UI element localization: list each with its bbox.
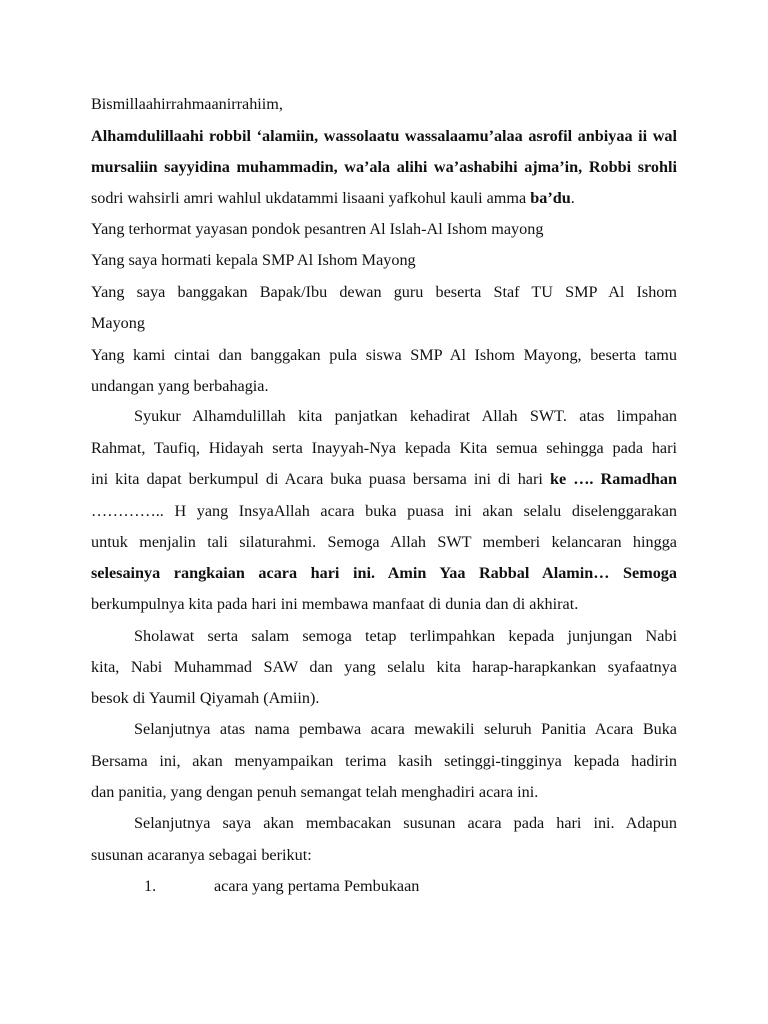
greeting-students-line-1: Yang kami cintai dan banggakan pula siswa SMP Al Ishom Mayong, beserta tamu (91, 346, 677, 364)
paragraph-gratitude-line-7: berkumpulnya kita pada hari ini membawa manfaat di dunia dan di akhirat. (91, 595, 579, 613)
paragraph-gratitude-line-2: Rahmat, Taufiq, Hidayah serta Inayyah-Nya kepada Kita semua sehingga pada hari (91, 439, 677, 457)
arabic-opening-line-3 (91, 188, 677, 208)
paragraph-gratitude-line-3 (91, 469, 677, 489)
greeting-teachers-line-2: Mayong (91, 314, 145, 332)
paragraph-sholawat-line-1: Sholawat serta salam semoga tetap terlimpahkan kepada junjungan Nabi (134, 627, 677, 645)
arabic-opening-robbi: Robbi srohli (582, 158, 677, 176)
greeting-teachers-line-1: Yang saya banggakan Bapak/Ibu dewan guru beserta Staf TU SMP Al Ishom (91, 283, 677, 301)
greeting-foundation: Yang terhormat yayasan pondok pesantren Al Islah-Al Ishom mayong (91, 220, 544, 238)
paragraph-agenda-line-2: susunan acaranya sebagai berikut: (91, 846, 312, 864)
salutation-line: Bismillaahirrahmaanirrahiim, (91, 95, 283, 113)
arabic-opening-period: . (570, 189, 575, 207)
paragraph-thanks-line-3: dan panitia, yang dengan penuh semangat telah menghadiri acara ini. (91, 783, 539, 801)
paragraph-sholawat-line-3: besok di Yaumil Qiyamah (Amiin). (91, 689, 320, 707)
arabic-opening-line-1: Alhamdulillaahi robbil ‘alamiin, wassolaatu wassalaamu’alaa asrofil anbiyaa ii wal (91, 127, 677, 145)
arabic-opening-text: sodri wahsirli amri wahlul ukdatammi lisaani yafkohul kauli amma (91, 189, 527, 207)
arabic-opening-bold: mursaliin sayyidina muhammadin, wa’ala alihi wa’ashabihi ajma’in, (91, 158, 583, 176)
greeting-principal: Yang saya hormati kepala SMP Al Ishom Mayong (91, 251, 416, 269)
agenda-item-number: 1. (144, 877, 157, 895)
paragraph-thanks-line-1: Selanjutnya atas nama pembawa acara mewakili seluruh Panitia Acara Buka (134, 720, 677, 738)
paragraph-gratitude-text: ini kita dapat berkumpul di Acara buka puasa bersama ini di hari (91, 470, 543, 488)
paragraph-gratitude-line-1: Syukur Alhamdulillah kita panjatkan kehadirat Allah SWT. atas limpahan (134, 407, 677, 425)
arabic-opening-badu: ba’du (526, 189, 571, 207)
agenda-item-text: acara yang pertama Pembukaan (214, 877, 420, 895)
arabic-opening-line-2 (91, 157, 677, 177)
paragraph-sholawat-line-2: kita, Nabi Muhammad SAW dan yang selalu kita harap-harapkankan syafaatnya (91, 658, 677, 676)
paragraph-gratitude-line-4: ………….. H yang InsyaAllah acara buka puasa ini akan selalu diselenggarakan (91, 502, 677, 520)
paragraph-gratitude-line-5: untuk menjalin tali silaturahmi. Semoga Allah SWT memberi kelancaran hingga (91, 533, 677, 551)
greeting-students-line-2: undangan yang berbahagia. (91, 377, 269, 395)
paragraph-thanks-line-2: Bersama ini, akan menyampaikan terima kasih setinggi-tingginya kepada hadirin (91, 752, 677, 770)
ramadhan-placeholder: ke …. Ramadhan (542, 470, 678, 488)
paragraph-gratitude-line-6: selesainya rangkaian acara hari ini. Amin Yaa Rabbal Alamin… Semoga (91, 564, 677, 582)
paragraph-agenda-line-1: Selanjutnya saya akan membacakan susunan acara pada hari ini. Adapun (134, 814, 677, 832)
